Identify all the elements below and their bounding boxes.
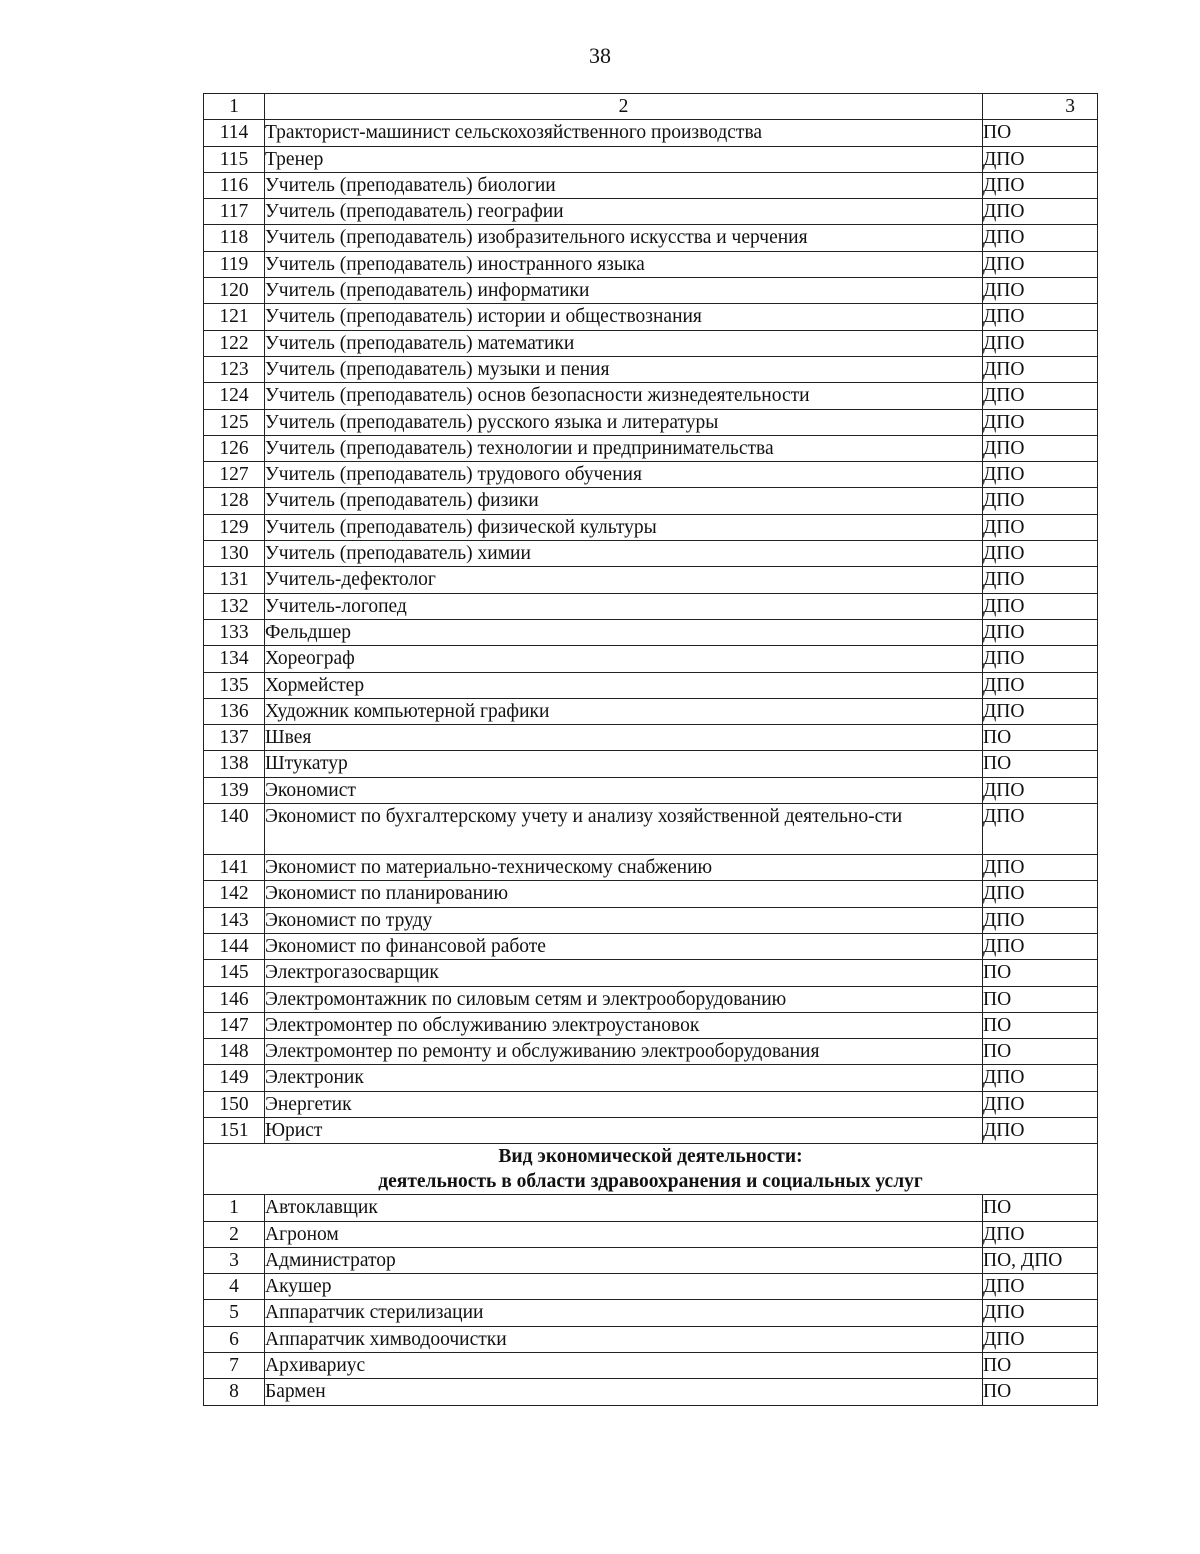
row-number: 145 (204, 960, 265, 986)
row-number: 122 (204, 330, 265, 356)
education-type: ПО (983, 960, 1098, 986)
profession-name: Экономист по планированию (265, 881, 983, 907)
table-row (204, 146, 1098, 172)
profession-name: Учитель (преподаватель) физики (265, 488, 983, 514)
profession-name: Швея (265, 725, 983, 751)
row-number: 7 (204, 1353, 265, 1379)
education-type: ДПО (983, 1117, 1098, 1143)
profession-name: Экономист по бухгалтерскому учету и анализу хозяйственной деятельно-сти (265, 804, 983, 855)
table-row (204, 330, 1098, 356)
education-type: ДПО (983, 1274, 1098, 1300)
profession-name: Автоклавщик (265, 1195, 983, 1221)
education-type: ДПО (983, 1221, 1098, 1247)
table-row (204, 409, 1098, 435)
profession-name: Учитель (преподаватель) информатики (265, 278, 983, 304)
section-header-row (204, 1144, 1098, 1195)
profession-name: Агроном (265, 1221, 983, 1247)
education-type: ДПО (983, 146, 1098, 172)
table-row (204, 933, 1098, 959)
education-type: ДПО (983, 541, 1098, 567)
education-type: ПО (983, 725, 1098, 751)
header-col-1: 1 (204, 94, 265, 120)
profession-name: Учитель (преподаватель) технологии и предпринимательства (265, 435, 983, 461)
row-number: 136 (204, 698, 265, 724)
profession-name: Учитель (преподаватель) русского языка и литературы (265, 409, 983, 435)
row-number: 114 (204, 120, 265, 146)
table-row (204, 1247, 1098, 1273)
education-type: ПО (983, 1012, 1098, 1038)
table-row (204, 251, 1098, 277)
row-number: 138 (204, 751, 265, 777)
education-type: ДПО (983, 1300, 1098, 1326)
table-row (204, 1221, 1098, 1247)
table-row (204, 1012, 1098, 1038)
row-number: 144 (204, 933, 265, 959)
row-number: 117 (204, 199, 265, 225)
profession-name: Электроник (265, 1065, 983, 1091)
education-type: ДПО (983, 356, 1098, 382)
education-type: ДПО (983, 1065, 1098, 1091)
table-row (204, 986, 1098, 1012)
education-type: ДПО (983, 462, 1098, 488)
table-row (204, 304, 1098, 330)
profession-name: Учитель (преподаватель) физической культуры (265, 514, 983, 540)
row-number: 131 (204, 567, 265, 593)
profession-name: Учитель (преподаватель) биологии (265, 172, 983, 198)
education-type: ДПО (983, 933, 1098, 959)
header-col-3: 3 (983, 94, 1098, 120)
profession-name: Электромонтер по ремонту и обслуживанию электрооборудования (265, 1039, 983, 1065)
professions-table (203, 93, 1098, 1406)
table-row (204, 1300, 1098, 1326)
table-row (204, 593, 1098, 619)
profession-name: Тракторист-машинист сельскохозяйственного производства (265, 120, 983, 146)
education-type: ДПО (983, 881, 1098, 907)
education-type: ПО (983, 1379, 1098, 1405)
table-row (204, 672, 1098, 698)
table-row (204, 1091, 1098, 1117)
education-type: ПО (983, 1353, 1098, 1379)
row-number: 133 (204, 619, 265, 645)
row-number: 8 (204, 1379, 265, 1405)
table-row (204, 751, 1098, 777)
table-row (204, 199, 1098, 225)
row-number: 126 (204, 435, 265, 461)
row-number: 135 (204, 672, 265, 698)
education-type: ДПО (983, 593, 1098, 619)
table-row (204, 1326, 1098, 1352)
profession-name: Аппаратчик химводоочистки (265, 1326, 983, 1352)
row-number: 141 (204, 855, 265, 881)
row-number: 149 (204, 1065, 265, 1091)
row-number: 128 (204, 488, 265, 514)
row-number: 125 (204, 409, 265, 435)
education-type: ДПО (983, 304, 1098, 330)
table-row (204, 541, 1098, 567)
row-number: 3 (204, 1247, 265, 1273)
row-number: 6 (204, 1326, 265, 1352)
education-type: ДПО (983, 619, 1098, 645)
education-type: ПО, ДПО (983, 1247, 1098, 1273)
profession-name: Архивариус (265, 1353, 983, 1379)
education-type: ДПО (983, 804, 1098, 855)
row-number: 118 (204, 225, 265, 251)
table-header-row (204, 94, 1098, 120)
profession-name: Хормейстер (265, 672, 983, 698)
table-row (204, 1195, 1098, 1221)
row-number: 120 (204, 278, 265, 304)
row-number: 146 (204, 986, 265, 1012)
profession-name: Электромонтажник по силовым сетям и электрооборудованию (265, 986, 983, 1012)
table-row (204, 278, 1098, 304)
row-number: 140 (204, 804, 265, 855)
education-type: ДПО (983, 777, 1098, 803)
profession-name: Аппаратчик стерилизации (265, 1300, 983, 1326)
profession-name: Учитель (преподаватель) музыки и пения (265, 356, 983, 382)
table-row (204, 172, 1098, 198)
row-number: 143 (204, 907, 265, 933)
profession-name: Электрогазосварщик (265, 960, 983, 986)
profession-name: Учитель (преподаватель) химии (265, 541, 983, 567)
profession-name: Энергетик (265, 1091, 983, 1117)
profession-name: Экономист по труду (265, 907, 983, 933)
table-row (204, 1274, 1098, 1300)
education-type: ПО (983, 120, 1098, 146)
table-row (204, 435, 1098, 461)
row-number: 116 (204, 172, 265, 198)
profession-name: Администратор (265, 1247, 983, 1273)
table-row (204, 1065, 1098, 1091)
education-type: ДПО (983, 251, 1098, 277)
row-number: 124 (204, 383, 265, 409)
profession-name: Учитель (преподаватель) математики (265, 330, 983, 356)
profession-name: Художник компьютерной графики (265, 698, 983, 724)
profession-name: Учитель (преподаватель) трудового обучения (265, 462, 983, 488)
table-row (204, 1117, 1098, 1143)
profession-name: Штукатур (265, 751, 983, 777)
education-type: ПО (983, 1039, 1098, 1065)
profession-name: Учитель (преподаватель) иностранного языка (265, 251, 983, 277)
profession-name: Учитель-логопед (265, 593, 983, 619)
profession-name: Учитель (преподаватель) основ безопасности жизнедеятельности (265, 383, 983, 409)
row-number: 132 (204, 593, 265, 619)
row-number: 4 (204, 1274, 265, 1300)
section-heading (204, 1144, 1098, 1195)
row-number: 134 (204, 646, 265, 672)
education-type: ДПО (983, 907, 1098, 933)
table-row (204, 383, 1098, 409)
education-type: ПО (983, 751, 1098, 777)
profession-name: Тренер (265, 146, 983, 172)
education-type: ДПО (983, 278, 1098, 304)
profession-name: Экономист по материально-техническому снабжению (265, 855, 983, 881)
education-type: ДПО (983, 1091, 1098, 1117)
table-row (204, 514, 1098, 540)
education-type: ДПО (983, 172, 1098, 198)
profession-name: Экономист (265, 777, 983, 803)
header-col-2: 2 (265, 94, 983, 120)
table-row (204, 1039, 1098, 1065)
row-number: 130 (204, 541, 265, 567)
row-number: 123 (204, 356, 265, 382)
table-row (204, 356, 1098, 382)
profession-name: Учитель (преподаватель) изобразительного искусства и черчения (265, 225, 983, 251)
row-number: 127 (204, 462, 265, 488)
education-type: ДПО (983, 698, 1098, 724)
row-number: 150 (204, 1091, 265, 1117)
row-number: 142 (204, 881, 265, 907)
profession-name: Учитель (преподаватель) географии (265, 199, 983, 225)
education-type: ДПО (983, 646, 1098, 672)
table-row (204, 855, 1098, 881)
education-type: ДПО (983, 567, 1098, 593)
table-row (204, 777, 1098, 803)
education-type: ДПО (983, 435, 1098, 461)
table-row (204, 567, 1098, 593)
row-number: 119 (204, 251, 265, 277)
profession-name: Экономист по финансовой работе (265, 933, 983, 959)
section-heading-line-1: Вид экономической деятельности: (498, 1146, 803, 1168)
table-row (204, 698, 1098, 724)
table-body (204, 94, 1098, 1406)
profession-name: Фельдшер (265, 619, 983, 645)
profession-name: Электромонтер по обслуживанию электроустановок (265, 1012, 983, 1038)
row-number: 139 (204, 777, 265, 803)
education-type: ДПО (983, 225, 1098, 251)
education-type: ДПО (983, 330, 1098, 356)
table-row (204, 488, 1098, 514)
row-number: 121 (204, 304, 265, 330)
education-type: ДПО (983, 514, 1098, 540)
table-row (204, 907, 1098, 933)
profession-name: Бармен (265, 1379, 983, 1405)
table-row (204, 646, 1098, 672)
education-type: ДПО (983, 383, 1098, 409)
row-number: 1 (204, 1195, 265, 1221)
profession-name: Учитель (преподаватель) истории и обществознания (265, 304, 983, 330)
education-type: ДПО (983, 855, 1098, 881)
row-number: 147 (204, 1012, 265, 1038)
page-number: 38 (589, 43, 611, 68)
education-type: ДПО (983, 488, 1098, 514)
education-type: ДПО (983, 199, 1098, 225)
table-row (204, 804, 1098, 855)
table-row (204, 725, 1098, 751)
education-type: ПО (983, 1195, 1098, 1221)
education-type: ДПО (983, 409, 1098, 435)
education-type: ДПО (983, 1326, 1098, 1352)
profession-name: Акушер (265, 1274, 983, 1300)
row-number: 2 (204, 1221, 265, 1247)
table-row (204, 1379, 1098, 1405)
row-number: 148 (204, 1039, 265, 1065)
table-row (204, 960, 1098, 986)
row-number: 151 (204, 1117, 265, 1143)
table-row (204, 225, 1098, 251)
table-row (204, 881, 1098, 907)
table-row (204, 619, 1098, 645)
education-type: ДПО (983, 672, 1098, 698)
profession-name: Учитель-дефектолог (265, 567, 983, 593)
education-type: ПО (983, 986, 1098, 1012)
profession-name: Хореограф (265, 646, 983, 672)
table-row (204, 120, 1098, 146)
profession-name: Юрист (265, 1117, 983, 1143)
row-number: 129 (204, 514, 265, 540)
row-number: 137 (204, 725, 265, 751)
section-heading-line-2: деятельность в области здравоохранения и социальных услуг (378, 1171, 923, 1193)
row-number: 5 (204, 1300, 265, 1326)
row-number: 115 (204, 146, 265, 172)
table-row (204, 462, 1098, 488)
table-row (204, 1353, 1098, 1379)
